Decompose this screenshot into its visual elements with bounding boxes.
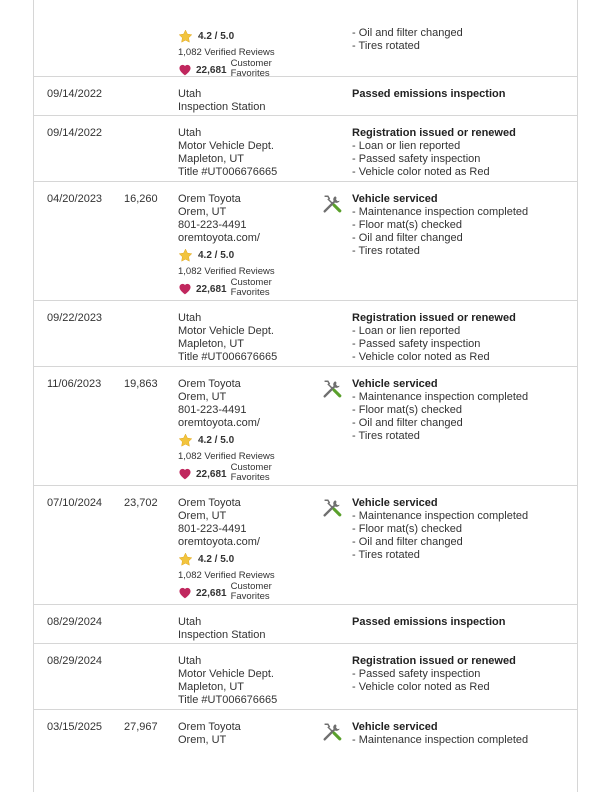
heart-icon bbox=[178, 586, 192, 599]
star-icon bbox=[178, 433, 193, 448]
date-cell: 09/14/2022 bbox=[47, 88, 103, 100]
source-line: 801-223-4491 bbox=[178, 523, 247, 535]
source-line: Orem Toyota bbox=[178, 721, 241, 733]
history-row bbox=[34, 367, 577, 486]
source-line: Utah bbox=[178, 655, 202, 667]
event-detail: - Maintenance inspection completed bbox=[352, 206, 574, 219]
event-detail: - Floor mat(s) checked bbox=[352, 219, 574, 232]
favorites-label: Customer Favorites bbox=[230, 581, 272, 602]
event-detail: - Oil and filter changed bbox=[352, 232, 574, 245]
details-cell bbox=[352, 127, 574, 179]
date-cell: 08/29/2024 bbox=[47, 616, 103, 628]
event-title: Vehicle serviced bbox=[352, 378, 438, 390]
source-cell bbox=[178, 312, 318, 364]
mileage-cell: 16,260 bbox=[124, 193, 158, 205]
event-detail: - Maintenance inspection completed bbox=[352, 734, 574, 747]
source-cell bbox=[178, 497, 318, 602]
source-line: Mapleton, UT bbox=[178, 153, 245, 165]
event-title: Vehicle serviced bbox=[352, 193, 438, 205]
details-cell bbox=[352, 378, 574, 443]
heart-icon bbox=[178, 467, 192, 480]
source-line: Motor Vehicle Dept. bbox=[178, 325, 274, 337]
source-line: Utah bbox=[178, 127, 202, 139]
source-line: 801-223-4491 bbox=[178, 219, 247, 231]
source-cell bbox=[178, 193, 318, 298]
favorites-count: 22,681 bbox=[196, 284, 227, 295]
event-title: Vehicle serviced bbox=[352, 497, 438, 509]
source-line: Mapleton, UT bbox=[178, 338, 245, 350]
history-row bbox=[34, 486, 577, 605]
event-detail: - Loan or lien reported bbox=[352, 325, 574, 338]
history-row bbox=[34, 710, 577, 780]
details-cell bbox=[352, 193, 574, 258]
event-detail: - Tires rotated bbox=[352, 430, 574, 443]
favorites-count: 22,681 bbox=[196, 65, 227, 76]
event-title: Vehicle serviced bbox=[352, 721, 438, 733]
source-line: Inspection Station bbox=[178, 629, 266, 641]
rating-line bbox=[178, 552, 318, 567]
verified-reviews: 1,082 Verified Reviews bbox=[178, 47, 275, 58]
details-cell bbox=[352, 497, 574, 562]
history-row bbox=[34, 644, 577, 710]
source-line: Orem, UT bbox=[178, 206, 227, 218]
event-detail: - Tires rotated bbox=[352, 40, 574, 53]
source-cell bbox=[178, 26, 318, 79]
star-icon bbox=[178, 552, 193, 567]
favorites-label: Customer Favorites bbox=[230, 462, 272, 483]
source-line: Orem, UT bbox=[178, 734, 227, 746]
event-title: Passed emissions inspection bbox=[352, 88, 506, 100]
mileage-cell: 19,863 bbox=[124, 378, 158, 390]
date-cell: 09/14/2022 bbox=[47, 127, 103, 139]
event-detail: - Passed safety inspection bbox=[352, 668, 574, 681]
event-title: Registration issued or renewed bbox=[352, 127, 516, 139]
details-cell bbox=[352, 88, 574, 101]
source-cell bbox=[178, 88, 318, 114]
details-cell bbox=[352, 616, 574, 629]
source-line: Utah bbox=[178, 312, 202, 324]
verified-reviews: 1,082 Verified Reviews bbox=[178, 570, 275, 581]
rating-line bbox=[178, 29, 318, 44]
star-icon bbox=[178, 29, 193, 44]
vehicle-history-table bbox=[34, 0, 577, 780]
history-row bbox=[34, 605, 577, 644]
history-row bbox=[34, 0, 577, 77]
favorites-label: Customer Favorites bbox=[230, 277, 272, 298]
source-cell bbox=[178, 655, 318, 707]
date-cell: 09/22/2023 bbox=[47, 312, 103, 324]
rating-value: 4.2 / 5.0 bbox=[198, 554, 235, 565]
event-detail: - Floor mat(s) checked bbox=[352, 404, 574, 417]
source-cell bbox=[178, 127, 318, 179]
verified-reviews: 1,082 Verified Reviews bbox=[178, 266, 275, 277]
event-title: Registration issued or renewed bbox=[352, 312, 516, 324]
history-row bbox=[34, 182, 577, 301]
details-cell bbox=[352, 27, 574, 53]
date-cell: 11/06/2023 bbox=[47, 378, 102, 390]
details-cell bbox=[352, 312, 574, 364]
source-line: Motor Vehicle Dept. bbox=[178, 140, 274, 152]
date-cell: 07/10/2024 bbox=[47, 497, 103, 509]
mileage-cell: 23,702 bbox=[124, 497, 158, 509]
history-row bbox=[34, 116, 577, 182]
source-line: Title #UT006676665 bbox=[178, 694, 278, 706]
event-detail: - Vehicle color noted as Red bbox=[352, 681, 574, 694]
rating-line bbox=[178, 433, 318, 448]
source-line: Orem, UT bbox=[178, 391, 227, 403]
source-line: Orem, UT bbox=[178, 510, 227, 522]
source-line: Orem Toyota bbox=[178, 378, 241, 390]
wrench-screwdriver-icon bbox=[321, 193, 343, 215]
source-line: 801-223-4491 bbox=[178, 404, 247, 416]
source-line: Inspection Station bbox=[178, 101, 266, 113]
rating-value: 4.2 / 5.0 bbox=[198, 250, 235, 261]
date-cell: 03/15/2025 bbox=[47, 721, 103, 733]
customer-favorites bbox=[178, 278, 318, 298]
details-cell bbox=[352, 721, 574, 747]
history-row bbox=[34, 77, 577, 116]
source-line: Title #UT006676665 bbox=[178, 351, 278, 363]
event-detail: - Passed safety inspection bbox=[352, 153, 574, 166]
source-line: Utah bbox=[178, 616, 202, 628]
source-line: Utah bbox=[178, 88, 202, 100]
source-line: oremtoyota.com/ bbox=[178, 232, 260, 244]
source-line: oremtoyota.com/ bbox=[178, 417, 260, 429]
wrench-screwdriver-icon bbox=[321, 721, 343, 743]
event-detail: - Maintenance inspection completed bbox=[352, 391, 574, 404]
event-title: Registration issued or renewed bbox=[352, 655, 516, 667]
event-title: Passed emissions inspection bbox=[352, 616, 506, 628]
details-cell bbox=[352, 655, 574, 694]
favorites-count: 22,681 bbox=[196, 588, 227, 599]
source-line: Motor Vehicle Dept. bbox=[178, 668, 274, 680]
source-line: Title #UT006676665 bbox=[178, 166, 278, 178]
date-cell: 08/29/2024 bbox=[47, 655, 103, 667]
event-detail: - Floor mat(s) checked bbox=[352, 523, 574, 536]
event-detail: - Loan or lien reported bbox=[352, 140, 574, 153]
rating-line bbox=[178, 248, 318, 263]
event-detail: - Vehicle color noted as Red bbox=[352, 351, 574, 364]
heart-icon bbox=[178, 63, 192, 76]
source-cell bbox=[178, 616, 318, 642]
source-cell bbox=[178, 721, 318, 747]
rating-value: 4.2 / 5.0 bbox=[198, 435, 235, 446]
event-detail: - Tires rotated bbox=[352, 549, 574, 562]
event-detail: - Maintenance inspection completed bbox=[352, 510, 574, 523]
favorites-count: 22,681 bbox=[196, 469, 227, 480]
source-cell bbox=[178, 378, 318, 483]
source-line: Orem Toyota bbox=[178, 193, 241, 205]
mileage-cell: 27,967 bbox=[124, 721, 158, 733]
verified-reviews: 1,082 Verified Reviews bbox=[178, 451, 275, 462]
wrench-screwdriver-icon bbox=[321, 497, 343, 519]
date-cell: 04/20/2023 bbox=[47, 193, 103, 205]
heart-icon bbox=[178, 282, 192, 295]
customer-favorites bbox=[178, 582, 318, 602]
history-row bbox=[34, 301, 577, 367]
source-line: oremtoyota.com/ bbox=[178, 536, 260, 548]
event-detail: - Vehicle color noted as Red bbox=[352, 166, 574, 179]
event-detail: - Passed safety inspection bbox=[352, 338, 574, 351]
wrench-screwdriver-icon bbox=[321, 378, 343, 400]
event-detail: - Tires rotated bbox=[352, 245, 574, 258]
customer-favorites bbox=[178, 463, 318, 483]
source-line: Mapleton, UT bbox=[178, 681, 245, 693]
source-line: Orem Toyota bbox=[178, 497, 241, 509]
event-detail: - Oil and filter changed bbox=[352, 27, 574, 40]
event-detail: - Oil and filter changed bbox=[352, 417, 574, 430]
customer-favorites bbox=[178, 59, 318, 79]
star-icon bbox=[178, 248, 193, 263]
favorites-label: Customer Favorites bbox=[230, 58, 272, 79]
event-detail: - Oil and filter changed bbox=[352, 536, 574, 549]
rating-value: 4.2 / 5.0 bbox=[198, 31, 235, 42]
